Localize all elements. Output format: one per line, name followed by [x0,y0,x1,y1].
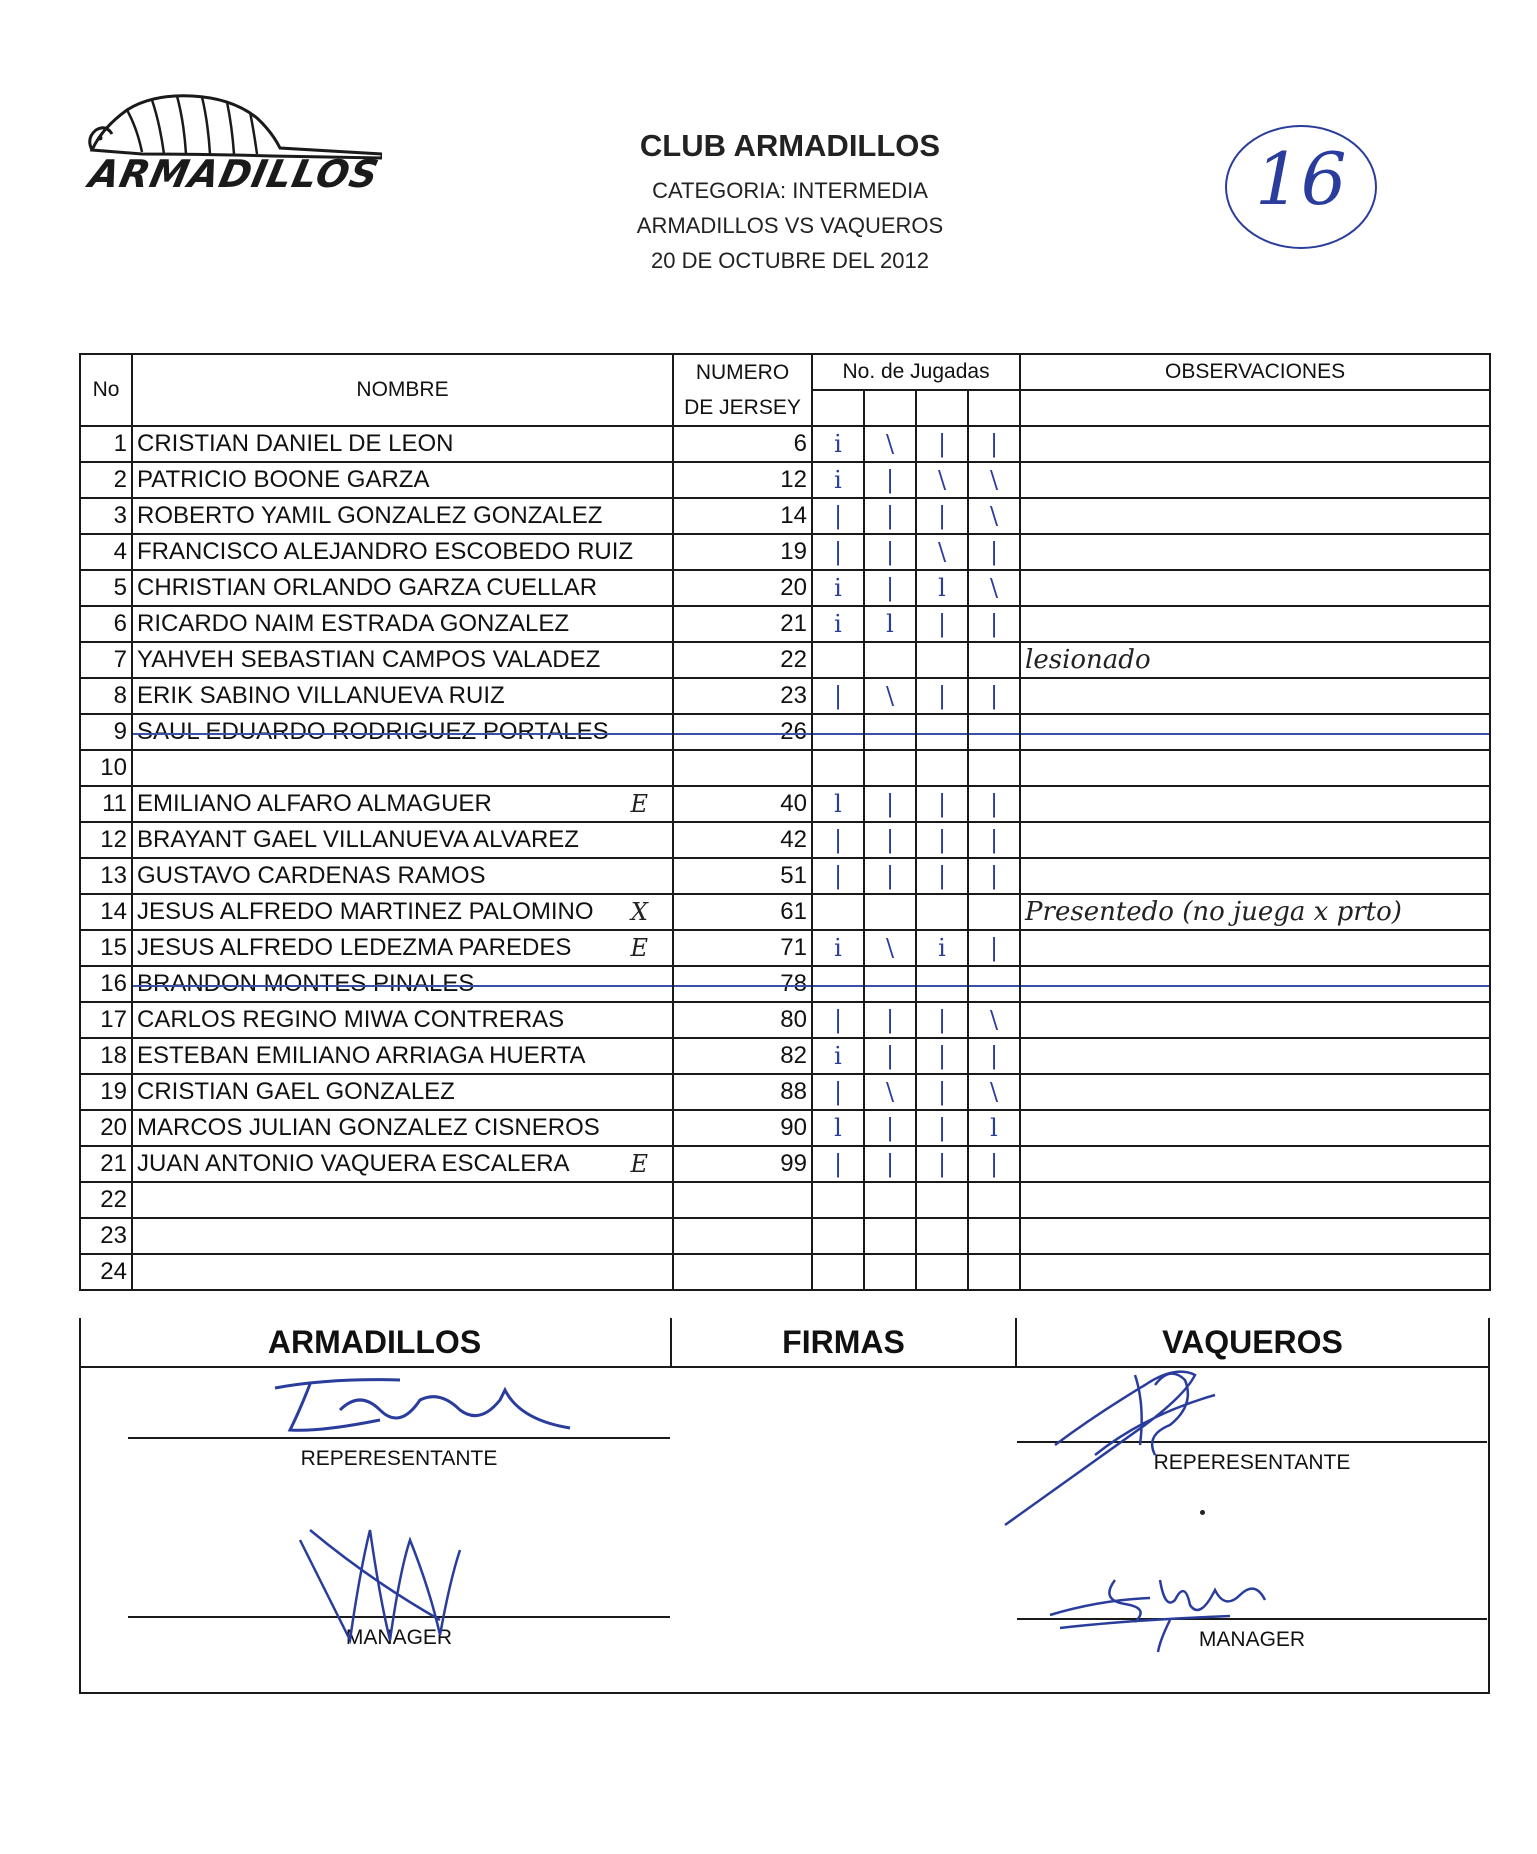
player-name-cell [132,534,673,570]
play-tally: | [864,462,916,498]
observation: lesionado [1020,642,1490,678]
roster-row [80,570,1490,606]
player-number: 23 [80,1218,132,1254]
plays-col-3 [916,390,968,426]
player-number: 13 [80,858,132,894]
jersey-number [673,1254,812,1290]
observation [1020,930,1490,966]
right-representante-label: REPERESENTANTE [1153,1451,1351,1474]
play-tally: | [864,1110,916,1146]
play-tally: l [812,786,864,822]
play-tally: | [864,498,916,534]
play-tally: | [916,606,968,642]
play-tally [864,1182,916,1218]
play-tally: i [812,606,864,642]
player-name: BRANDON MONTES PINALES [137,970,475,997]
jersey-number: 22 [673,642,812,678]
handwritten-mark: E [630,790,648,818]
play-tally: \ [968,570,1020,606]
play-tally: | [812,1146,864,1182]
jersey-number: 40 [673,786,812,822]
player-number: 8 [80,678,132,714]
player-name: PATRICIO BOONE GARZA [137,466,430,493]
observation [1020,966,1490,1002]
play-tally: \ [916,462,968,498]
match-label: ARMADILLOS VS VAQUEROS [636,213,944,238]
play-tally [968,1218,1020,1254]
signature-left-manager [290,1510,470,1650]
player-name: SAUL EDUARDO RODRIGUEZ PORTALES [137,718,609,745]
player-name: ESTEBAN EMILIANO ARRIAGA HUERTA [137,1042,586,1069]
player-number: 7 [80,642,132,678]
player-number: 11 [80,786,132,822]
play-tally: | [864,858,916,894]
play-tally [916,750,968,786]
header-name: NOMBRE [132,354,673,426]
play-tally: | [916,426,968,462]
player-number: 14 [80,894,132,930]
jersey-number: 14 [673,498,812,534]
play-tally: i [812,1038,864,1074]
player-name: JUAN ANTONIO VAQUERA ESCALERA [137,1150,570,1177]
signature-right-representante [995,1355,1255,1535]
roster-row [80,894,1490,930]
play-tally [812,894,864,930]
jersey-number: 19 [673,534,812,570]
play-tally [864,894,916,930]
roster-row [80,1110,1490,1146]
observation [1020,1146,1490,1182]
play-tally: | [968,786,1020,822]
player-name-cell [132,1038,673,1074]
observation [1020,1074,1490,1110]
observation [1020,750,1490,786]
player-number: 5 [80,570,132,606]
observation [1020,858,1490,894]
roster-row [80,1146,1490,1182]
play-tally: \ [864,930,916,966]
player-name: RICARDO NAIM ESTRADA GONZALEZ [137,610,570,637]
play-tally: \ [968,1002,1020,1038]
play-tally: | [968,1038,1020,1074]
player-number: 21 [80,1146,132,1182]
observation [1020,534,1490,570]
play-tally: i [812,462,864,498]
play-tally [864,714,916,750]
signature-team-right: VAQUEROS [1017,1318,1488,1368]
left-manager-label: MANAGER [345,1626,453,1649]
header-plays: No. de Jugadas [812,354,1020,390]
jersey-number: 20 [673,570,812,606]
player-name: YAHVEH SEBASTIAN CAMPOS VALADEZ [137,646,601,673]
player-name-cell [132,1074,673,1110]
circled-number-text: 16 [1255,137,1347,221]
player-name-cell [132,966,673,1002]
player-name-cell [132,1182,673,1218]
play-tally: | [812,858,864,894]
play-tally: i [812,570,864,606]
play-tally [968,1254,1020,1290]
roster-row [80,462,1490,498]
observation [1020,1002,1490,1038]
logo-text: ARMADILLOS [85,152,384,196]
jersey-number: 42 [673,822,812,858]
play-tally: | [968,822,1020,858]
play-tally: i [916,930,968,966]
observation [1020,1110,1490,1146]
jersey-number: 71 [673,930,812,966]
plays-col-4 [968,390,1020,426]
roster-row [80,930,1490,966]
play-tally: \ [916,534,968,570]
player-number: 18 [80,1038,132,1074]
play-tally [812,750,864,786]
play-tally [968,750,1020,786]
play-tally [916,894,968,930]
signature-right-manager [1040,1560,1340,1655]
player-name: ROBERTO YAMIL GONZALEZ GONZALEZ [137,502,603,529]
play-tally: | [864,1002,916,1038]
category-label: CATEGORIA: INTERMEDIA [652,178,928,203]
play-tally: \ [864,426,916,462]
handwritten-mark: E [630,934,648,962]
jersey-number [673,1218,812,1254]
play-tally [916,1254,968,1290]
observation [1020,1182,1490,1218]
player-name: CRISTIAN GAEL GONZALEZ [137,1078,455,1105]
player-name: ERIK SABINO VILLANUEVA RUIZ [137,682,505,709]
header-jersey-top: NUMERO [673,354,812,390]
observation: Presentedo (no juega x prto) [1020,894,1490,930]
player-name: EMILIANO ALFARO ALMAGUER [137,790,492,817]
jersey-number: 21 [673,606,812,642]
play-tally: i [812,930,864,966]
roster-row [80,1038,1490,1074]
play-tally: | [864,786,916,822]
play-tally [916,1218,968,1254]
roster-row [80,534,1490,570]
jersey-number: 78 [673,966,812,1002]
player-name: CRISTIAN DANIEL DE LEON [137,430,454,457]
handwritten-mark: X [630,898,648,926]
roster-row [80,1218,1490,1254]
play-tally [864,750,916,786]
play-tally: | [812,1074,864,1110]
observation [1020,1038,1490,1074]
circled-number [1225,125,1377,249]
jersey-number: 23 [673,678,812,714]
observation [1020,570,1490,606]
roster-row [80,822,1490,858]
player-name-cell [132,894,673,930]
play-tally: | [916,1002,968,1038]
jersey-number: 99 [673,1146,812,1182]
player-name: JESUS ALFREDO LEDEZMA PAREDES [137,934,572,961]
signature-center-title: FIRMAS [672,1318,1017,1368]
play-tally: | [916,678,968,714]
player-number: 16 [80,966,132,1002]
play-tally: | [968,858,1020,894]
jersey-number: 88 [673,1074,812,1110]
play-tally: | [916,822,968,858]
play-tally: | [812,1002,864,1038]
jersey-number [673,1182,812,1218]
roster-row [80,786,1490,822]
play-tally [968,894,1020,930]
player-number: 20 [80,1110,132,1146]
play-tally: l [916,570,968,606]
play-tally [916,642,968,678]
jersey-number: 26 [673,714,812,750]
roster-row [80,426,1490,462]
jersey-number [673,750,812,786]
player-name-cell [132,786,673,822]
roster-row [80,498,1490,534]
play-tally [812,642,864,678]
play-tally: | [968,930,1020,966]
plays-col-2 [864,390,916,426]
roster-row [80,1074,1490,1110]
roster-row [80,966,1490,1002]
play-tally: | [916,498,968,534]
play-tally: \ [968,498,1020,534]
play-tally [864,966,916,1002]
roster-row [80,1254,1490,1290]
play-tally: | [864,1146,916,1182]
play-tally: | [968,1146,1020,1182]
player-name: MARCOS JULIAN GONZALEZ CISNEROS [137,1114,600,1141]
play-tally [968,1182,1020,1218]
play-tally [812,714,864,750]
play-tally [812,1182,864,1218]
player-name-cell [132,570,673,606]
play-tally [968,966,1020,1002]
player-number: 19 [80,1074,132,1110]
play-tally: l [864,606,916,642]
play-tally [968,642,1020,678]
play-tally: | [968,534,1020,570]
player-name: BRAYANT GAEL VILLANUEVA ALVAREZ [137,826,579,853]
observation [1020,498,1490,534]
play-tally: | [916,786,968,822]
observation [1020,678,1490,714]
play-tally: \ [864,1074,916,1110]
play-tally [916,966,968,1002]
player-name-cell [132,1110,673,1146]
player-number: 12 [80,822,132,858]
roster-row [80,750,1490,786]
play-tally: l [812,1110,864,1146]
observation [1020,714,1490,750]
play-tally: | [812,498,864,534]
play-tally: | [916,1038,968,1074]
player-number: 15 [80,930,132,966]
jersey-number: 80 [673,1002,812,1038]
player-name-cell [132,930,673,966]
play-tally: | [812,534,864,570]
date-label: 20 DE OCTUBRE DEL 2012 [651,248,929,273]
left-representante-label: REPERESENTANTE [300,1447,498,1470]
play-tally [864,1254,916,1290]
player-name-cell [132,642,673,678]
observation [1020,1218,1490,1254]
play-tally: \ [864,678,916,714]
player-name-cell [132,858,673,894]
signature-left-representante [270,1370,580,1445]
player-name: JESUS ALFREDO MARTINEZ PALOMINO [137,898,594,925]
header-jersey-bottom: DE JERSEY [673,390,812,426]
club-logo [82,88,382,198]
player-name-cell [132,426,673,462]
jersey-number: 51 [673,858,812,894]
player-name: FRANCISCO ALEJANDRO ESCOBEDO RUIZ [137,538,634,565]
player-name-cell [132,1002,673,1038]
player-name-cell [132,822,673,858]
player-number: 22 [80,1182,132,1218]
plays-col-1 [812,390,864,426]
player-name-cell [132,498,673,534]
play-tally [864,1218,916,1254]
player-name-cell [132,462,673,498]
player-name: GUSTAVO CARDENAS RAMOS [137,862,486,889]
roster-row [80,1182,1490,1218]
roster-row [80,1002,1490,1038]
roster-row [80,714,1490,750]
play-tally: | [864,534,916,570]
player-name-cell [132,1254,673,1290]
play-tally [916,1182,968,1218]
play-tally: l [968,1110,1020,1146]
observation [1020,462,1490,498]
observation [1020,822,1490,858]
play-tally: | [916,1146,968,1182]
play-tally: | [916,858,968,894]
play-tally: | [864,822,916,858]
jersey-number: 61 [673,894,812,930]
play-tally [968,714,1020,750]
player-number: 2 [80,462,132,498]
play-tally: | [916,1110,968,1146]
player-name-cell [132,1218,673,1254]
play-tally: | [812,678,864,714]
jersey-number: 12 [673,462,812,498]
observation [1020,786,1490,822]
play-tally: | [968,606,1020,642]
player-name-cell [132,714,673,750]
ink-dot [1200,1510,1205,1515]
play-tally: | [968,426,1020,462]
play-tally [812,1254,864,1290]
observations-sub [1020,390,1490,426]
player-name: CARLOS REGINO MIWA CONTRERAS [137,1006,565,1033]
play-tally: \ [968,1074,1020,1110]
observation [1020,1254,1490,1290]
roster-row [80,606,1490,642]
play-tally: i [812,426,864,462]
jersey-number: 82 [673,1038,812,1074]
player-name-cell [132,678,673,714]
jersey-number: 90 [673,1110,812,1146]
play-tally [812,966,864,1002]
club-title: CLUB ARMADILLOS [639,128,941,163]
player-number: 24 [80,1254,132,1290]
roster-row [80,678,1490,714]
play-tally: \ [968,462,1020,498]
roster-row [80,858,1490,894]
play-tally [864,642,916,678]
player-number: 3 [80,498,132,534]
roster-body [80,426,1490,1290]
play-tally: | [864,1038,916,1074]
observation [1020,426,1490,462]
player-name-cell [132,750,673,786]
player-name-cell [132,606,673,642]
player-number: 17 [80,1002,132,1038]
handwritten-mark: E [630,1150,648,1178]
player-number: 10 [80,750,132,786]
header-no: No [80,354,132,426]
play-tally: | [864,570,916,606]
player-number: 1 [80,426,132,462]
player-name: CHRISTIAN ORLANDO GARZA CUELLAR [137,574,598,601]
play-tally [812,1218,864,1254]
player-number: 6 [80,606,132,642]
right-manager-label: MANAGER [1198,1628,1306,1651]
play-tally: | [968,678,1020,714]
jersey-number: 6 [673,426,812,462]
play-tally: | [812,822,864,858]
play-tally: | [916,1074,968,1110]
signature-team-left: ARMADILLOS [79,1318,672,1368]
observation [1020,606,1490,642]
player-number: 9 [80,714,132,750]
play-tally [916,714,968,750]
player-name-cell [132,1146,673,1182]
header-observations: OBSERVACIONES [1020,354,1490,390]
roster-table [79,353,1491,1291]
roster-row [80,642,1490,678]
player-number: 4 [80,534,132,570]
